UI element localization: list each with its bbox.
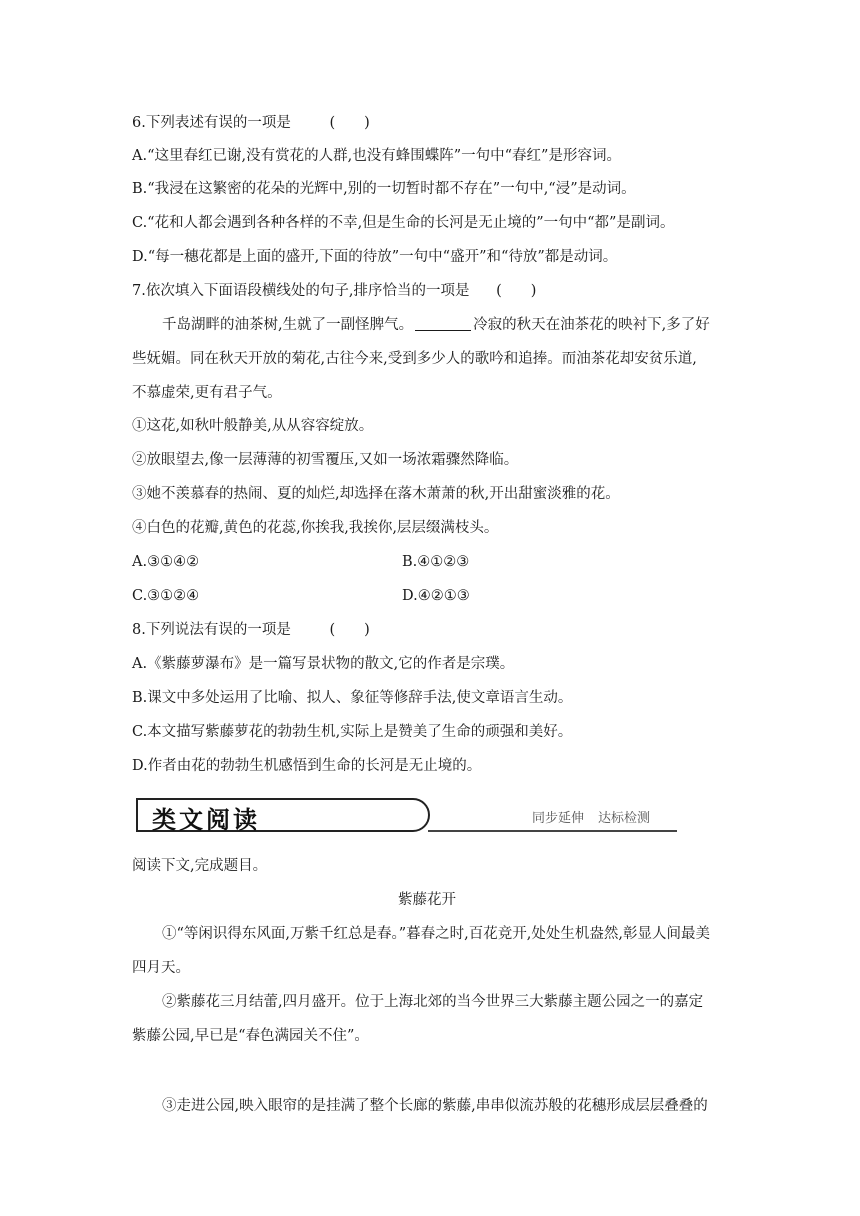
reading-p1-line-2: 四月天。 xyxy=(132,960,190,976)
reading-p2-line-1: ②紫藤花三月结蕾,四月盛开。位于上海北郊的当今世界三大紫藤主题公园之一的嘉定 xyxy=(162,994,704,1010)
q6-option-a: A.“这里春红已谢,没有赏花的人群,也没有蜂围蝶阵”一句中“春红”是形容词。 xyxy=(132,148,621,164)
q8-option-a: A.《紫藤萝瀑布》是一篇写景状物的散文,它的作者是宗璞。 xyxy=(132,656,515,672)
q7-option-c: C.③①②④ xyxy=(132,588,200,604)
q7-passage-line-1: 千岛湖畔的油茶树,生就了一副怪脾气。 冷寂的秋天在油茶花的映衬下,多了好 xyxy=(162,317,710,333)
q7-passage-line-2: 些妩媚。同在秋天开放的菊花,古往今来,受到多少人的歌吟和追捧。而油茶花却安贫乐道, xyxy=(132,351,697,367)
q6-answer-paren[interactable]: ( ) xyxy=(329,115,370,131)
q7-option-a: A.③①④② xyxy=(132,554,200,570)
q7-blank[interactable] xyxy=(415,316,471,331)
q7-item-1: ①这花,如秋叶般静美,从从容容绽放。 xyxy=(132,418,374,434)
section-banner-box xyxy=(136,798,430,832)
reading-instruction: 阅读下文,完成题目。 xyxy=(132,858,268,874)
q7-item-3: ③她不羡慕春的热闹、夏的灿烂,却选择在落木萧萧的秋,开出甜蜜淡雅的花。 xyxy=(132,486,620,502)
q7-answer-paren[interactable]: ( ) xyxy=(496,283,537,299)
section-banner-rule xyxy=(428,830,677,832)
q6-stem: 6.下列表述有误的一项是 ( ) xyxy=(132,115,370,131)
q8-stem: 8.下列说法有误的一项是 ( ) xyxy=(132,622,370,638)
q8-option-b: B.课文中多处运用了比喻、拟人、象征等修辞手法,使文章语言生动。 xyxy=(132,690,573,706)
q6-option-c: C.“花和人都会遇到各种各样的不幸,但是生命的长河是无止境的”一句中“都”是副词。 xyxy=(132,215,675,231)
q8-answer-paren[interactable]: ( ) xyxy=(329,622,370,638)
section-banner xyxy=(132,794,677,834)
reading-p2-line-2: 紫藤公园,早已是“春色满园关不住”。 xyxy=(132,1028,369,1044)
section-banner-label: 类文阅读 xyxy=(152,806,260,834)
q8-option-d: D.作者由花的勃勃生机感悟到生命的长河是无止境的。 xyxy=(132,758,482,774)
q7-item-2: ②放眼望去,像一层薄薄的初雪覆压,又如一场浓霜骤然降临。 xyxy=(132,452,519,468)
reading-title: 紫藤花开 xyxy=(398,892,456,908)
q7-option-d: D.④②①③ xyxy=(402,588,470,604)
q8-option-c: C.本文描写紫藤萝花的勃勃生机,实际上是赞美了生命的顽强和美好。 xyxy=(132,724,573,740)
q7-passage-line-3: 不慕虚荣,更有君子气。 xyxy=(132,385,282,401)
q6-option-d: D.“每一穗花都是上面的盛开,下面的待放”一句中“盛开”和“待放”都是动词。 xyxy=(132,249,618,265)
section-banner-subtitle: 同步延伸 达标检测 xyxy=(532,811,651,826)
q6-option-b: B.“我浸在这繁密的花朵的光辉中,别的一切暂时都不存在”一句中,“浸”是动词。 xyxy=(132,181,636,197)
q7-item-4: ④白色的花瓣,黄色的花蕊,你挨我,我挨你,层层缀满枝头。 xyxy=(132,520,499,536)
q7-option-b: B.④①②③ xyxy=(402,554,470,570)
reading-p1-line-1: ①“等闲识得东风面,万紫千红总是春。”暮春之时,百花竞开,处处生机盎然,彰显人间最美 xyxy=(162,926,711,942)
reading-p3-line-1: ③走进公园,映入眼帘的是挂满了整个长廊的紫藤,串串似流苏般的花穗形成层层叠叠的 xyxy=(162,1098,708,1114)
q7-stem: 7.依次填入下面语段横线处的句子,排序恰当的一项是 ( ) xyxy=(132,283,537,299)
